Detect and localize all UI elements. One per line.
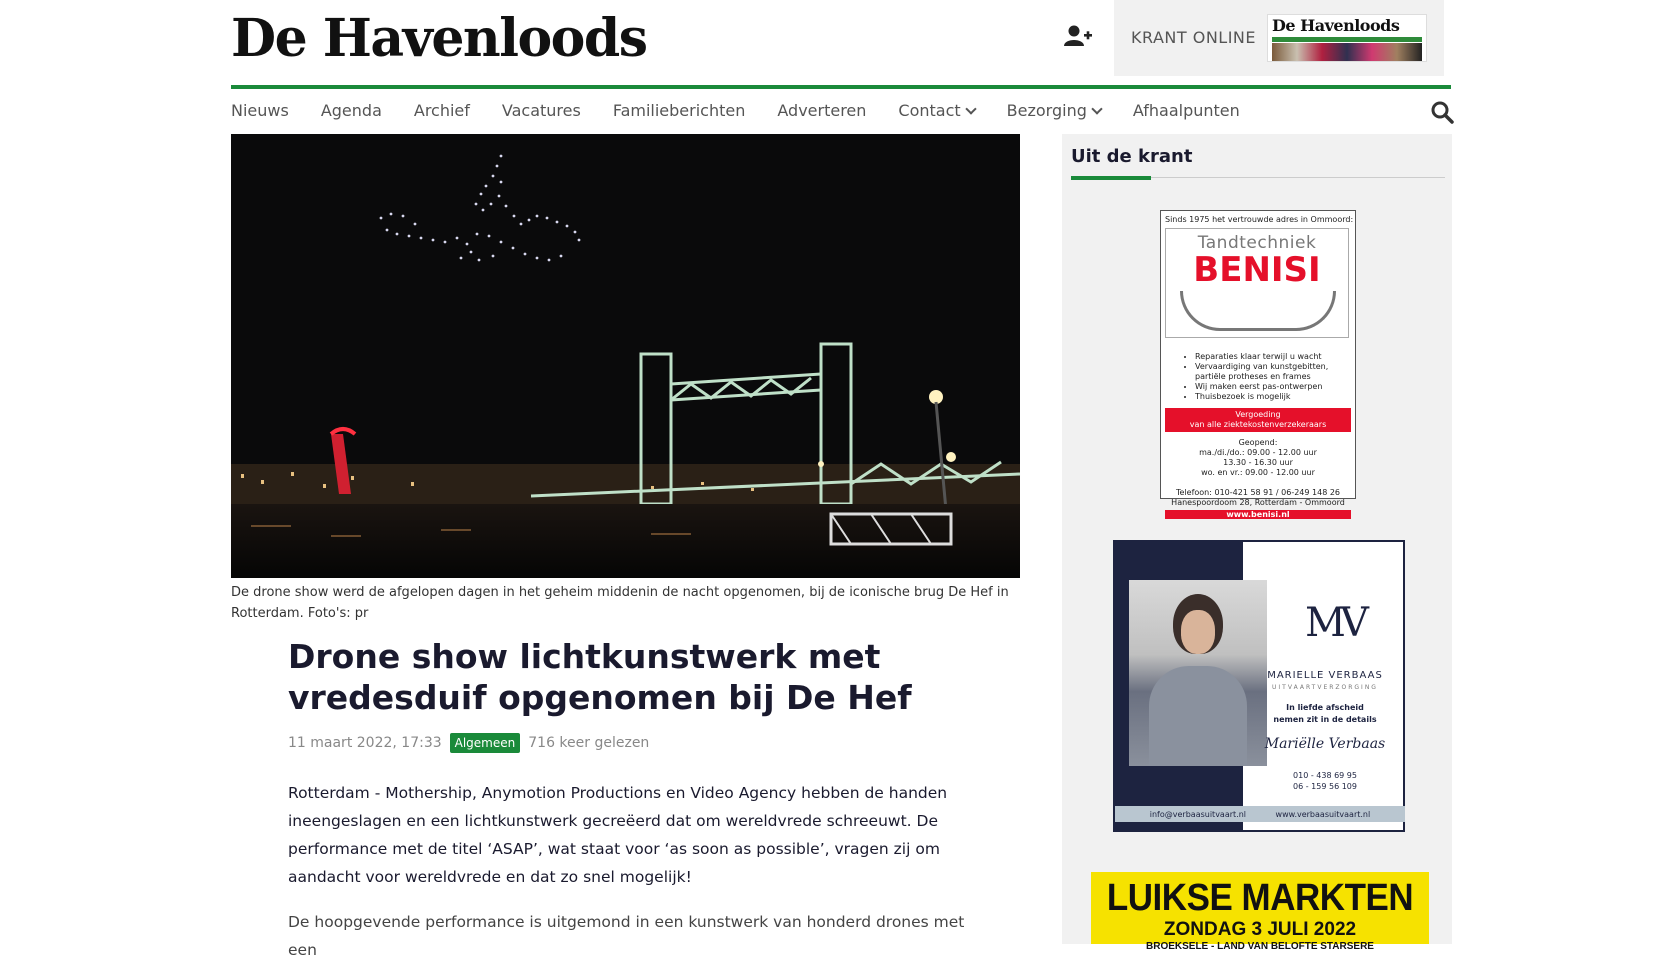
krant-thumbnail-bar: [1272, 37, 1422, 42]
article-headline: Drone show lichtkunstwerk met vredesduif opgenomen bij De Hef: [288, 637, 912, 717]
image-caption: De drone show werd de afgelopen dagen in het geheim middenin de nacht opgenomen, bij de iconische brug De Hef in Rotterdam. Foto's: pr: [231, 585, 1009, 621]
nav-item-contact-label: Contact: [898, 101, 961, 120]
ad-verbaas-tag2: nemen zit in de details: [1273, 715, 1377, 724]
ad-verbaas-name: MARIELLE VERBAAS: [1267, 670, 1383, 681]
nav-item-afhaalpunten[interactable]: Afhaalpunten: [1132, 101, 1240, 120]
ad-verbaas-tag1: In liefde afscheid: [1286, 703, 1364, 712]
nav-item-contact[interactable]: [898, 101, 974, 120]
ad-luikse-markten[interactable]: [1091, 872, 1429, 952]
article-lead: Rotterdam - Mothership, Anymotion Productions en Video Agency hebben de handen ineengeslagen en een lichtkunstwerk gecreëerd dat om wereldvrede schreeuwt. De performance met de titel ‘ASAP’, wat staat voor ‘as soon as possible’, vragen zij om aandacht voor wereldvrede en dat zo snel mogelijk!: [288, 784, 948, 886]
ad-benisi-phone: Telefoon: 010-421 58 91 / 06-249 148 26: [1175, 488, 1341, 497]
ad-markten-title: LUIKSE MARKTEN: [1106, 877, 1414, 919]
list-item: • Vervaardiging van kunstgebitten, partiële protheses en frames: [1195, 362, 1351, 382]
list-item: • Thuisbezoek is mogelijk: [1195, 392, 1351, 402]
list-item: • Reparaties klaar terwijl u wacht: [1195, 352, 1351, 362]
ad-benisi-hours-title: Geopend:: [1238, 438, 1278, 447]
ad-benisi-insurance-line1: Vergoeding: [1235, 410, 1281, 419]
ad-verbaas-phone1: 010 - 438 69 95: [1293, 771, 1357, 780]
ad-benisi-insurance-line2: van alle ziektekostenverzekeraars: [1189, 420, 1327, 429]
read-count: 716 keer gelezen: [528, 735, 650, 751]
ad-benisi-hours: [1165, 438, 1351, 478]
ad-benisi-hours-2: 13.30 - 16.30 uur: [1223, 458, 1293, 467]
nav-item-bezorging-label: Bezorging: [1006, 101, 1087, 120]
ad-verbaas-email[interactable]: info@verbaasuitvaart.nl: [1149, 809, 1246, 819]
nav-item-bezorging[interactable]: [1007, 101, 1101, 120]
ad-verbaas-tagline: [1243, 702, 1407, 726]
ad-verbaas-monogram: MV: [1305, 600, 1363, 646]
nav-item-agenda[interactable]: Agenda: [320, 101, 382, 120]
ad-benisi-brand-line1: Tandtechniek: [1197, 233, 1317, 253]
sidebar: [1062, 134, 1452, 952]
ad-benisi-insurance: [1165, 408, 1351, 432]
ad-verbaas-phone2: 06 - 159 56 109: [1293, 782, 1357, 791]
article-date: 11 maart 2022, 17:33: [288, 735, 442, 751]
nav-item-archief[interactable]: Archief: [413, 101, 470, 120]
list-item: • Wij maken eerst pas-ontwerpen: [1195, 382, 1351, 392]
ad-benisi-hours-1: ma./di./do.: 09.00 - 12.00 uur: [1199, 448, 1317, 457]
chevron-down-icon: [1091, 103, 1102, 114]
sidebar-title: Uit de krant: [1071, 146, 1193, 167]
main-nav: [231, 101, 1272, 120]
krant-thumbnail-title: De Havenloods: [1272, 16, 1400, 35]
ad-markten-date: ZONDAG 3 JULI 2022: [1163, 919, 1357, 940]
krant-thumbnail[interactable]: [1267, 14, 1427, 62]
ad-benisi-top: Sinds 1975 het vertrouwde adres in Ommoord:: [1165, 215, 1354, 224]
ad-verbaas-signature: Mariëlle Verbaas: [1264, 736, 1386, 752]
category-badge[interactable]: Algemeen: [450, 733, 521, 753]
article-body: De hoopgevende performance is uitgemond in een kunstwerk van honderd drones met een: [288, 913, 965, 959]
ad-markten-small: BROEKSELE - LAND VAN BELOFTE STARSERE: [1146, 941, 1374, 952]
drone-show-night-photo: [231, 134, 1020, 578]
article-meta: [288, 733, 649, 753]
nav-item-familieberichten[interactable]: Familieberichten: [612, 101, 746, 120]
article-hero-image: [231, 134, 1020, 578]
portrait-body: [1149, 666, 1247, 766]
ad-benisi-url[interactable]: www.benisi.nl: [1165, 510, 1351, 519]
add-user-icon[interactable]: [1064, 24, 1092, 48]
ad-verbaas-footer: [1115, 806, 1405, 822]
ad-verbaas-sub: UITVAARTVERZORGING: [1272, 684, 1378, 691]
nav-item-adverteren[interactable]: Adverteren: [777, 101, 867, 120]
ad-verbaas-phones: [1243, 770, 1407, 792]
ad-benisi-brand-line2: BENISI: [1193, 250, 1321, 290]
nav-item-nieuws[interactable]: Nieuws: [231, 101, 289, 120]
krant-online-label: KRANT ONLINE: [1131, 28, 1257, 47]
smile-arc-icon: [1180, 291, 1336, 331]
ad-verbaas[interactable]: [1113, 540, 1405, 832]
search-icon[interactable]: [1430, 100, 1454, 124]
ad-benisi-services: [1195, 352, 1351, 402]
site-logo[interactable]: De Havenloods: [231, 8, 647, 69]
nav-item-vacatures[interactable]: Vacatures: [501, 101, 581, 120]
sidebar-title-accent: [1071, 176, 1151, 180]
krant-online-link[interactable]: [1114, 0, 1444, 76]
chevron-down-icon: [965, 103, 976, 114]
ad-benisi[interactable]: [1160, 210, 1356, 519]
portrait-face: [1181, 610, 1215, 654]
ad-verbaas-web[interactable]: www.verbaasuitvaart.nl: [1275, 809, 1371, 819]
header-divider: [231, 85, 1451, 89]
krant-thumbnail-image: [1272, 43, 1422, 61]
ad-benisi-contact: [1165, 488, 1351, 508]
ad-benisi-logo: [1165, 228, 1349, 338]
ad-benisi-hours-3: wo. en vr.: 09.00 - 12.00 uur: [1201, 468, 1315, 477]
ad-benisi-address: Hanespoordoom 28, Rotterdam - Ommoord: [1171, 498, 1345, 507]
